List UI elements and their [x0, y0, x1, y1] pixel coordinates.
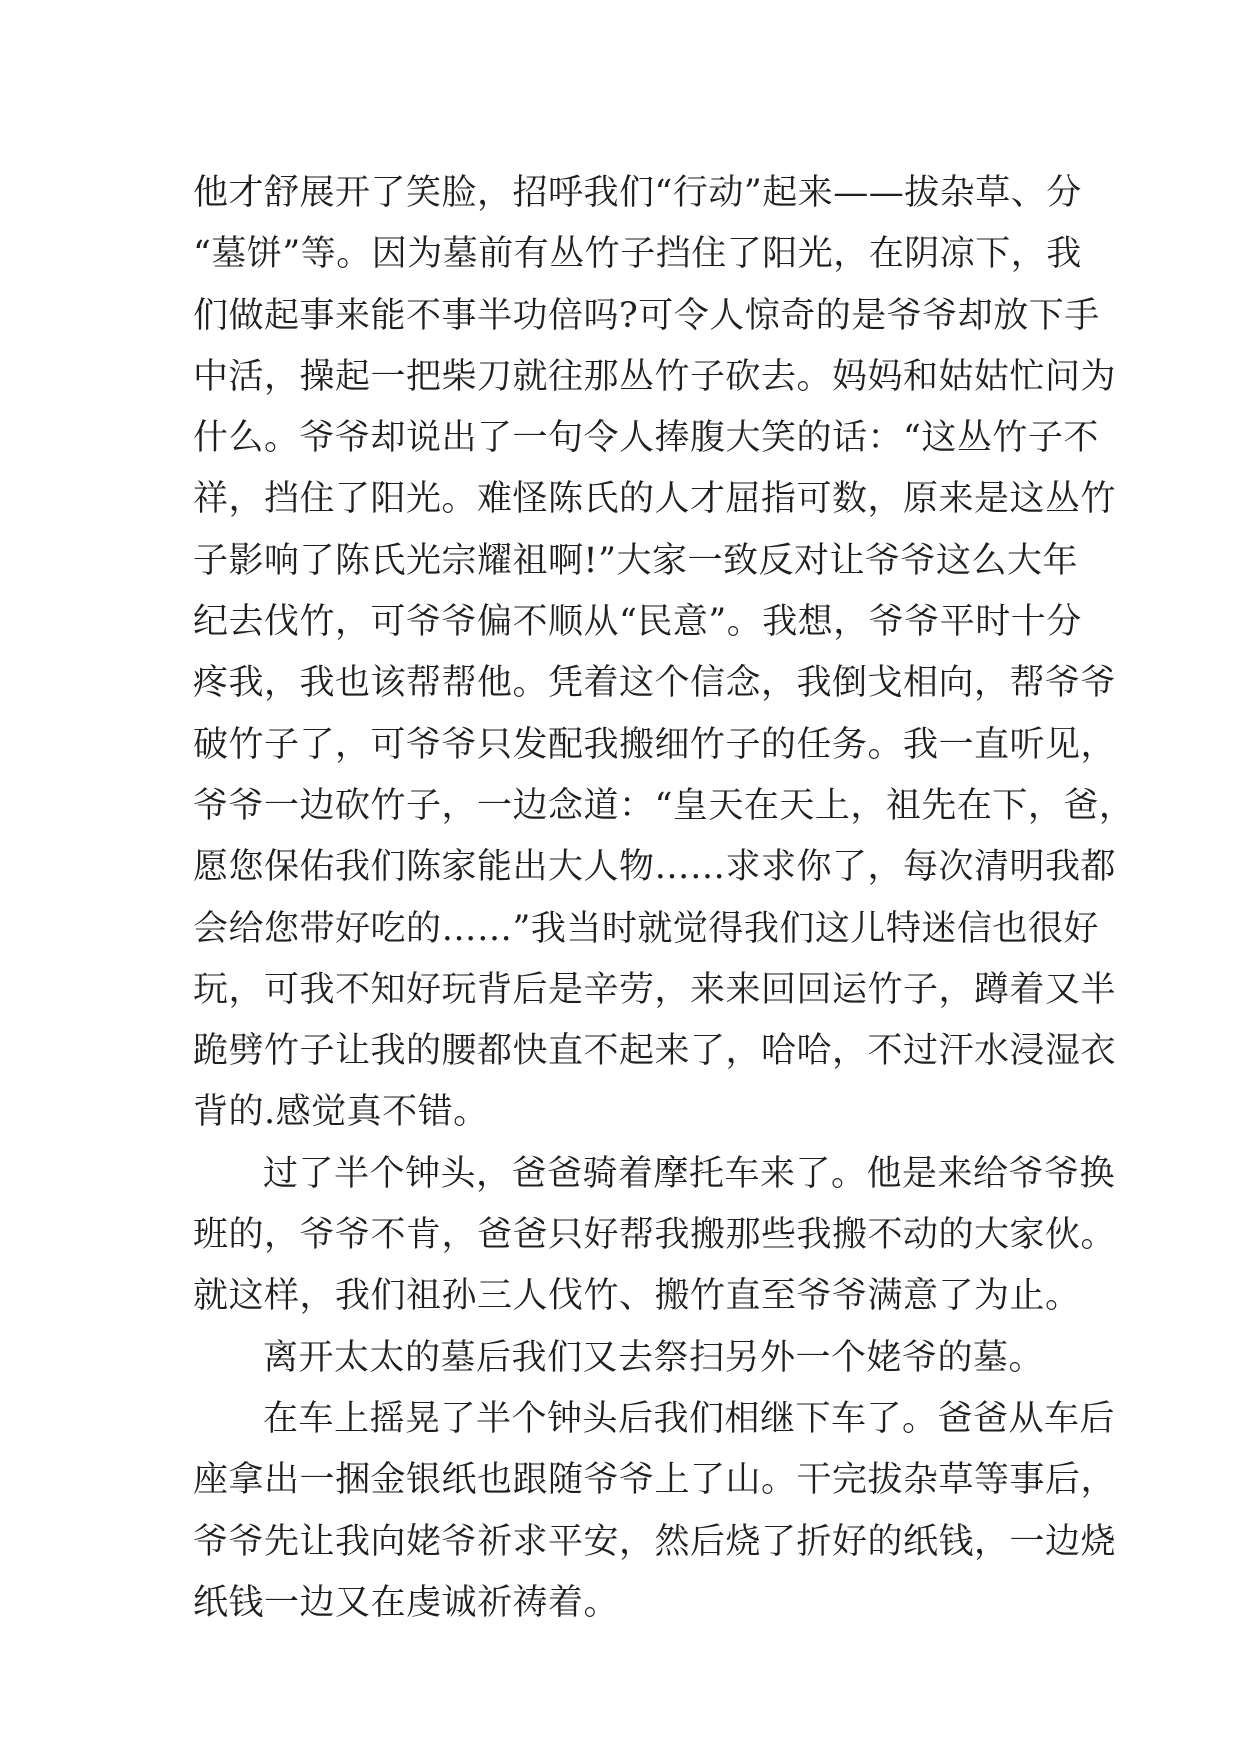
text-line: 中活，操起一把柴刀就往那丛竹子砍去。妈妈和姑姑忙问为: [193, 356, 1117, 397]
text-line: 爷爷先让我向姥爷祈求平安，然后烧了折好的纸钱，一边烧: [193, 1521, 1117, 1562]
text-line: 他才舒展开了笑脸，招呼我们“行动”起来——拔杂草、分: [193, 173, 1082, 213]
text-line: 什么。爷爷却说出了一句令人捧腹大笑的话：“这丛竹子不: [193, 418, 1099, 459]
text-line: 在车上摇晃了半个钟头后我们相继下车了。爸爸从车后: [263, 1398, 1116, 1439]
text-line: 子影响了陈氏光宗耀祖啊!”大家一致反对让爷爷这么大年: [193, 540, 1078, 581]
text-line: 祥，挡住了阳光。难怪陈氏的人才屈指可数，原来是这丛竹: [193, 479, 1117, 520]
text-line: 纪去伐竹，可爷爷偏不顺从“民意”。我想，爷爷平时十分: [193, 602, 1082, 643]
text-line: “墓饼”等。因为墓前有丛竹子挡住了阳光，在阴凉下，我: [193, 234, 1082, 275]
text-line: 座拿出一捆金银纸也跟随爷爷上了山。干完拔杂草等事后，: [193, 1460, 1117, 1501]
text-line: 背的.感觉真不错。: [193, 1092, 489, 1133]
text-line: 跪劈竹子让我的腰都快直不起来了，哈哈，不过汗水浸湿衣: [193, 1031, 1117, 1072]
text-line: 过了半个钟头，爸爸骑着摩托车来了。他是来给爷爷换: [263, 1153, 1116, 1194]
text-line: 纸钱一边又在虔诚祈祷着。: [193, 1582, 620, 1623]
text-line: 班的，爷爷不肯，爸爸只好帮我搬那些我搬不动的大家伙。: [193, 1215, 1117, 1256]
text-line: 离开太太的墓后我们又去祭扫另外一个姥爷的墓。: [263, 1337, 1045, 1378]
text-line: 们做起事来能不事半功倍吗?可令人惊奇的是爷爷却放下手: [193, 295, 1100, 336]
text-line: 破竹子了，可爷爷只发配我搬细竹子的任务。我一直听见，: [193, 724, 1117, 765]
text-line: 会给您带好吃的……”我当时就觉得我们这儿特迷信也很好: [193, 908, 1099, 949]
text-line: 就这样，我们祖孙三人伐竹、搬竹直至爷爷满意了为止。: [193, 1276, 1081, 1317]
text-line: 爷爷一边砍竹子，一边念道：“皇天在天上，祖先在下，爸，: [193, 785, 1135, 826]
text-line: 疼我，我也该帮帮他。凭着这个信念，我倒戈相向，帮爷爷: [193, 663, 1117, 704]
text-line: 愿您保佑我们陈家能出大人物……求求你了，每次清明我都: [193, 847, 1117, 888]
text-line: 玩，可我不知好玩背后是辛劳，来来回回运竹子，蹲着又半: [193, 969, 1117, 1010]
document-body-text: [193, 163, 1135, 1634]
